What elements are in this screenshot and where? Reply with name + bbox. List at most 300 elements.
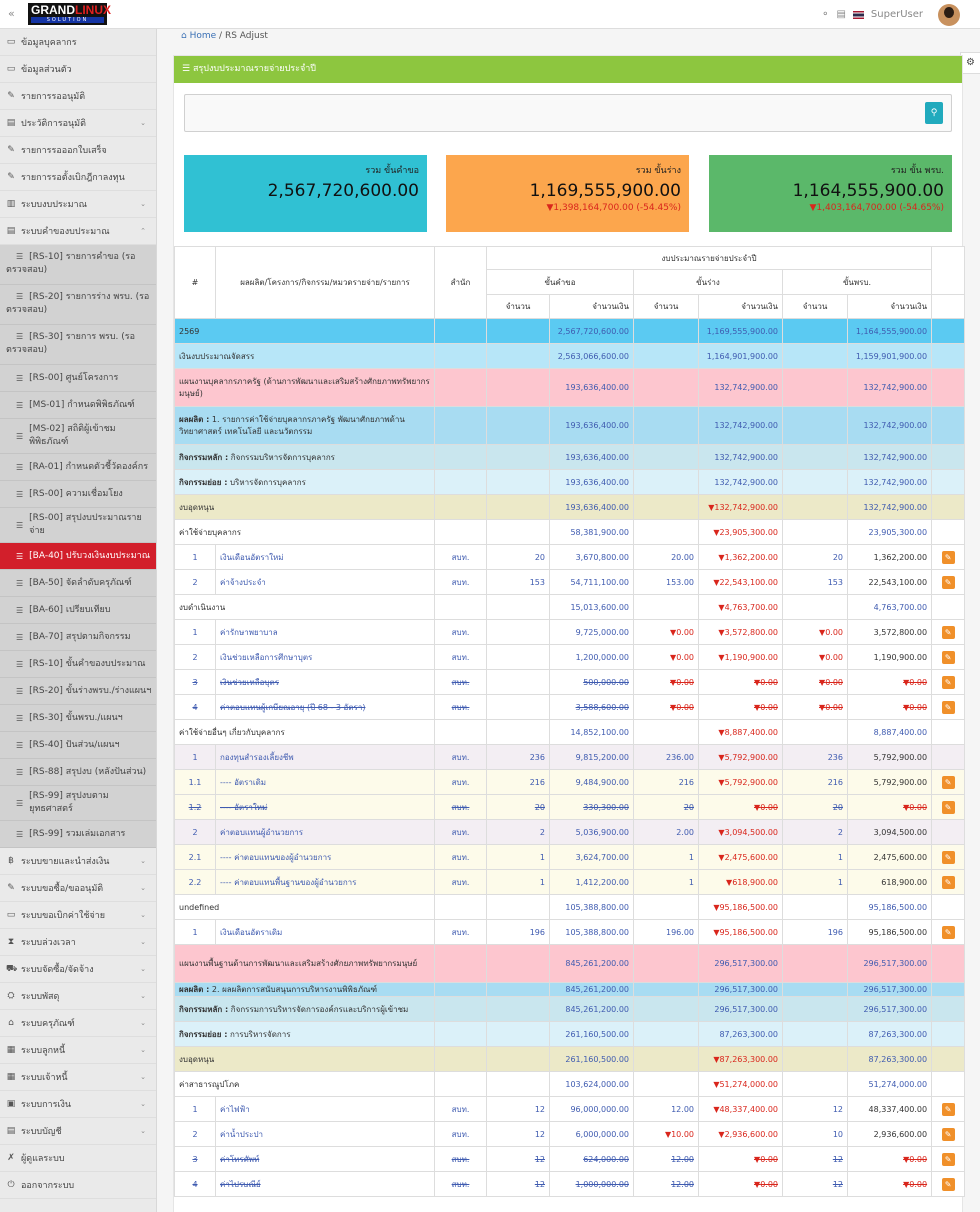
panel-title: สรุปงบประมาณรายจ่ายประจำปี xyxy=(192,64,316,74)
row-number: 3 xyxy=(175,670,216,695)
act-amount: 95,186,500.00 xyxy=(848,920,932,945)
table-row xyxy=(175,1022,965,1047)
edit-button[interactable] xyxy=(942,801,955,814)
draft-qty: 153.00 xyxy=(634,570,699,595)
sidebar-subitem[interactable] xyxy=(0,543,156,570)
act-amount: 132,742,900.00 xyxy=(848,470,932,495)
table-row xyxy=(175,645,965,670)
sidebar-item[interactable] xyxy=(0,1118,156,1145)
edit-button[interactable] xyxy=(942,1178,955,1191)
table-row xyxy=(175,1072,965,1097)
group-name: กิจกรรมย่อย : บริหารจัดการบุคลากร xyxy=(175,470,435,495)
edit-button[interactable] xyxy=(942,876,955,889)
row-number: 1.2 xyxy=(175,795,216,820)
request-amount: 193,636,400.00 xyxy=(550,369,634,407)
action-cell xyxy=(932,319,965,344)
sidebar-subitem[interactable] xyxy=(0,454,156,481)
item-name[interactable]: ค่าจ้างประจำ xyxy=(216,570,435,595)
table-row xyxy=(175,1172,965,1197)
action-cell xyxy=(932,983,965,997)
item-name[interactable]: ---- ค่าตอบแทนพื้นฐานของผู้อำนวยการ xyxy=(216,870,435,895)
table-row xyxy=(175,770,965,795)
group-name: งบอุดหนุน xyxy=(175,495,435,520)
draft-amount: 296,517,300.00 xyxy=(699,983,783,997)
sidebar-item-label: ระบบงบประมาณ xyxy=(21,200,87,210)
office: สบท. xyxy=(435,570,487,595)
sidebar-subitem[interactable] xyxy=(0,508,156,543)
office xyxy=(435,344,487,369)
sidebar-subitem[interactable] xyxy=(0,705,156,732)
user-avatar[interactable] xyxy=(938,4,960,26)
sidebar-item-label: ผู้ดูแลระบบ xyxy=(21,1154,65,1164)
table-row xyxy=(175,983,965,997)
list-icon: ☰ xyxy=(16,400,24,410)
sidebar-item[interactable] xyxy=(0,29,156,56)
office xyxy=(435,945,487,983)
act-qty: 12 xyxy=(783,1172,848,1197)
request-qty xyxy=(487,445,550,470)
list-icon: ☰ xyxy=(16,713,24,723)
sidebar-item[interactable] xyxy=(0,1064,156,1091)
group-lead: กิจกรรมย่อย : xyxy=(179,477,228,487)
request-qty xyxy=(487,495,550,520)
pencil-icon: ✎ xyxy=(944,627,952,637)
sidebar-item-icon: ⛭ xyxy=(7,991,15,1001)
request-amount: 96,000,000.00 xyxy=(550,1097,634,1122)
sidebar-subitem[interactable] xyxy=(0,365,156,392)
search-field[interactable] xyxy=(184,94,952,132)
sidebar-item-label: ระบบลูกหนี้ xyxy=(21,1046,66,1056)
sidebar-subitem[interactable] xyxy=(0,481,156,508)
sidebar-subitem-label: [BA-70] สรุปตามกิจกรรม xyxy=(29,631,131,642)
edit-button[interactable] xyxy=(942,576,955,589)
request-qty xyxy=(487,895,550,920)
logo-text: GRAND xyxy=(31,3,75,17)
sidebar-item[interactable] xyxy=(0,1010,156,1037)
group-lead: กิจกรรมหลัก : xyxy=(179,1004,229,1014)
act-amount: 3,572,800.00 xyxy=(848,620,932,645)
act-amount: 5,792,900.00 xyxy=(848,770,932,795)
sidebar-item[interactable] xyxy=(0,875,156,902)
list-icon: ☰ xyxy=(16,632,24,642)
act-qty: 20 xyxy=(783,545,848,570)
draft-qty xyxy=(634,495,699,520)
row-number: 1 xyxy=(175,745,216,770)
office xyxy=(435,495,487,520)
sidebar-subitem-label: [RS-99] สรุปงบตามยุทธศาสตร์ xyxy=(29,791,109,814)
draft-amount: ▼3,572,800.00 xyxy=(699,620,783,645)
list-icon: ☰ xyxy=(16,659,24,669)
group-name: เงินงบประมาณจัดสรร xyxy=(175,344,435,369)
sidebar-item-label: ระบบคำของบประมาณ xyxy=(21,227,110,237)
col-header-budget: งบประมาณรายจ่ายประจำปี xyxy=(487,247,932,270)
card-label: รวม ขั้น พรบ. xyxy=(890,166,944,176)
pencil-icon: ✎ xyxy=(944,677,952,687)
sidebar-item-icon: ▤ xyxy=(6,226,16,236)
edit-button[interactable] xyxy=(942,676,955,689)
down-arrow-icon: ▼ xyxy=(713,927,720,937)
sidebar-item-icon: ▣ xyxy=(6,1099,16,1109)
request-qty: 20 xyxy=(487,545,550,570)
act-qty xyxy=(783,720,848,745)
draft-amount: 296,517,300.00 xyxy=(699,945,783,983)
item-name[interactable]: ค่าตอบแทนผู้อำนวยการ xyxy=(216,820,435,845)
act-qty xyxy=(783,945,848,983)
draft-qty xyxy=(634,895,699,920)
edit-button[interactable] xyxy=(942,1153,955,1166)
action-cell xyxy=(932,645,965,670)
office: สบท. xyxy=(435,620,487,645)
sidebar-subitem-label: [RS-10] ขั้นคำของบประมาณ xyxy=(29,658,146,669)
chevron-icon: ⌄ xyxy=(140,200,146,208)
sidebar-subitem[interactable] xyxy=(0,821,156,848)
act-amount: 296,517,300.00 xyxy=(848,945,932,983)
sidebar-item-icon: ▦ xyxy=(6,1045,16,1055)
draft-qty xyxy=(634,997,699,1022)
item-name[interactable]: ค่าน้ำประปา xyxy=(216,1122,435,1147)
draft-amount: ▼22,543,100.00 xyxy=(699,570,783,595)
list-icon: ☰ xyxy=(16,462,24,472)
office: สบท. xyxy=(435,670,487,695)
item-name[interactable]: ---- ค่าตอบแทนของผู้อำนวยการ xyxy=(216,845,435,870)
pencil-icon: ✎ xyxy=(944,852,952,862)
sidebar-item[interactable] xyxy=(0,83,156,110)
act-qty: 2 xyxy=(783,820,848,845)
list-icon: ☰ xyxy=(16,798,24,808)
request-amount: 261,160,500.00 xyxy=(550,1047,634,1072)
sidebar-item[interactable] xyxy=(0,902,156,929)
act-qty: ▼0.00 xyxy=(783,645,848,670)
table-row xyxy=(175,920,965,945)
action-cell xyxy=(932,895,965,920)
edit-button[interactable] xyxy=(942,651,955,664)
request-amount: 105,388,800.00 xyxy=(550,920,634,945)
act-amount: ▼0.00 xyxy=(848,1172,932,1197)
act-amount: 132,742,900.00 xyxy=(848,495,932,520)
request-qty xyxy=(487,595,550,620)
item-name[interactable]: ---- อัตราใหม่ xyxy=(216,795,435,820)
action-cell xyxy=(932,1072,965,1097)
settings-gear-icon[interactable]: ⚙ xyxy=(960,52,980,74)
draft-amount: ▼95,186,500.00 xyxy=(699,895,783,920)
draft-qty: 1 xyxy=(634,870,699,895)
down-arrow-icon: ▼ xyxy=(754,1154,761,1164)
thai-flag-icon[interactable] xyxy=(853,11,864,19)
col-header-request: ขั้นคำขอ xyxy=(487,270,634,295)
sidebar-subitem[interactable] xyxy=(0,245,156,285)
sidebar-subitem[interactable] xyxy=(0,651,156,678)
action-cell xyxy=(932,820,965,845)
act-qty: 12 xyxy=(783,1097,848,1122)
sidebar-subitem[interactable] xyxy=(0,732,156,759)
office xyxy=(435,470,487,495)
draft-amount: ▼51,274,000.00 xyxy=(699,1072,783,1097)
act-qty: ▼0.00 xyxy=(783,695,848,720)
down-arrow-icon: ▼ xyxy=(713,1079,720,1089)
request-qty xyxy=(487,1047,550,1072)
sidebar-item-label: ระบบเจ้าหนี้ xyxy=(21,1073,68,1083)
sidebar-item[interactable] xyxy=(0,1172,156,1199)
act-qty: ▼0.00 xyxy=(783,620,848,645)
sidebar-item[interactable] xyxy=(0,1091,156,1118)
row-number: 1 xyxy=(175,920,216,945)
chevron-icon: ⌃ xyxy=(140,227,146,235)
sidebar-item[interactable] xyxy=(0,929,156,956)
draft-amount: ▼2,936,600.00 xyxy=(699,1122,783,1147)
list-icon: ☰ xyxy=(16,489,24,499)
sidebar-subitem-label: [RS-30] ขั้นพรบ./แผนฯ xyxy=(29,712,123,723)
down-arrow-icon: ▼ xyxy=(708,502,715,512)
table-row xyxy=(175,369,965,407)
sidebar-subitem[interactable] xyxy=(0,678,156,705)
request-qty xyxy=(487,407,550,445)
app-logo[interactable] xyxy=(28,3,111,25)
item-name[interactable]: เงินช่วยเหลือการศึกษาบุตร xyxy=(216,645,435,670)
item-name[interactable]: ค่าไฟฟ้า xyxy=(216,1097,435,1122)
act-qty xyxy=(783,1072,848,1097)
sidebar-item-icon: ▦ xyxy=(6,1072,16,1082)
down-arrow-icon: ▼ xyxy=(903,702,910,712)
group-name: ค่าใช้จ่ายบุคลากร xyxy=(175,520,435,545)
sidebar-item[interactable] xyxy=(0,191,156,218)
request-amount: 330,300.00 xyxy=(550,795,634,820)
sidebar-subitem[interactable] xyxy=(0,759,156,786)
draft-amount: ▼8,887,400.00 xyxy=(699,720,783,745)
action-cell xyxy=(932,920,965,945)
card-value: 2,567,720,600.00 xyxy=(267,181,419,201)
edit-button[interactable] xyxy=(942,1103,955,1116)
sidebar-subitem[interactable] xyxy=(0,597,156,624)
table-row xyxy=(175,997,965,1022)
total-request-card xyxy=(184,155,427,232)
office xyxy=(435,983,487,997)
edit-button[interactable] xyxy=(942,701,955,714)
act-amount: ▼0.00 xyxy=(848,670,932,695)
down-arrow-icon: ▼ xyxy=(819,627,826,637)
edit-button[interactable] xyxy=(942,626,955,639)
draft-amount: 1,164,901,900.00 xyxy=(699,344,783,369)
sidebar-subitem-label: [RS-88] สรุปงบ (หลังปันส่วน) xyxy=(29,766,147,777)
list-icon: ☰ xyxy=(16,373,24,383)
sidebar-item[interactable] xyxy=(0,848,156,875)
sidebar-subitem[interactable] xyxy=(0,419,156,454)
sidebar-item-label: ระบบพัสดุ xyxy=(21,992,60,1002)
action-cell xyxy=(932,344,965,369)
table-row xyxy=(175,720,965,745)
collapse-sidebar-button[interactable]: « xyxy=(8,7,15,20)
sidebar-item[interactable] xyxy=(0,137,156,164)
act-qty xyxy=(783,407,848,445)
draft-qty xyxy=(634,445,699,470)
down-arrow-icon: ▼ xyxy=(664,1129,672,1139)
list-icon: ☰ xyxy=(16,686,24,696)
office xyxy=(435,997,487,1022)
item-name[interactable]: ค่าโทรศัพท์ xyxy=(216,1147,435,1172)
item-name[interactable]: ค่ารักษาพยาบาล xyxy=(216,620,435,645)
search-button[interactable] xyxy=(925,102,943,124)
down-arrow-icon: ▼ xyxy=(718,627,725,637)
down-arrow-icon: ▼ xyxy=(718,652,725,662)
row-number: 2 xyxy=(175,820,216,845)
user-name[interactable]: SuperUser xyxy=(870,9,923,20)
draft-amount: 296,517,300.00 xyxy=(699,997,783,1022)
sidebar-subitem-label: [RS-00] ศูนย์โครงการ xyxy=(29,372,119,383)
office: สบท. xyxy=(435,745,487,770)
sidebar-subitem-label: [RS-20] รายการร่าง พรบ. (รอตรวจสอบ) xyxy=(6,292,150,315)
draft-amount: ▼95,186,500.00 xyxy=(699,920,783,945)
act-qty: 1 xyxy=(783,870,848,895)
request-amount: 9,815,200.00 xyxy=(550,745,634,770)
group-name: ค่าสาธารณูปโภค xyxy=(175,1072,435,1097)
request-amount: 6,000,000.00 xyxy=(550,1122,634,1147)
act-qty xyxy=(783,983,848,997)
group-name: undefined xyxy=(175,895,435,920)
sidebar-item-label: ระบบขอซื้อ/ขออนุมัติ xyxy=(21,884,104,894)
request-amount: 261,160,500.00 xyxy=(550,1022,634,1047)
edit-button[interactable] xyxy=(942,776,955,789)
budget-table xyxy=(174,246,965,1197)
item-name[interactable]: ---- อัตราเดิม xyxy=(216,770,435,795)
chevron-icon: ⌄ xyxy=(140,1100,146,1108)
action-cell xyxy=(932,745,965,770)
list-icon: ☰ xyxy=(16,605,24,615)
down-arrow-icon: ▼ xyxy=(903,1154,910,1164)
draft-amount: ▼132,742,900.00 xyxy=(699,495,783,520)
pencil-icon: ✎ xyxy=(944,1154,952,1164)
request-qty xyxy=(487,720,550,745)
down-arrow-icon: ▼ xyxy=(754,702,761,712)
sidebar-subitem[interactable] xyxy=(0,624,156,651)
office xyxy=(435,895,487,920)
list-icon: ☰ xyxy=(182,64,191,74)
edit-button[interactable] xyxy=(942,926,955,939)
action-cell xyxy=(932,407,965,445)
request-amount: 193,636,400.00 xyxy=(550,470,634,495)
request-amount: 3,624,700.00 xyxy=(550,845,634,870)
group-name: งบอุดหนุน xyxy=(175,1047,435,1072)
down-arrow-icon: ▼ xyxy=(718,752,725,762)
act-amount: 48,337,400.00 xyxy=(848,1097,932,1122)
sidebar-item-label: ระบบบัญชี xyxy=(21,1127,62,1137)
act-qty xyxy=(783,1022,848,1047)
list-icon: ☰ xyxy=(16,292,24,301)
draft-amount: ▼0.00 xyxy=(699,795,783,820)
request-qty: 12 xyxy=(487,1172,550,1197)
sidebar-item[interactable] xyxy=(0,56,156,83)
notification-icon[interactable]: ▤ xyxy=(836,9,846,20)
sidebar-item[interactable] xyxy=(0,218,156,245)
card-change: ▼1,398,164,700.00 (-54.45%) xyxy=(546,203,681,213)
row-number: 2.2 xyxy=(175,870,216,895)
draft-qty: 196.00 xyxy=(634,920,699,945)
draft-qty: 12.00 xyxy=(634,1147,699,1172)
item-name[interactable]: ค่าตอบแทนผู้เกษียณอายุ (ปี 68 - 3 อัตรา) xyxy=(216,695,435,720)
sidebar-item[interactable] xyxy=(0,164,156,191)
col-header-blank xyxy=(932,295,965,319)
group-name: งบดำเนินงาน xyxy=(175,595,435,620)
act-amount: 132,742,900.00 xyxy=(848,445,932,470)
list-icon: ☰ xyxy=(16,252,24,261)
act-qty xyxy=(783,470,848,495)
pencil-icon: ✎ xyxy=(944,1129,952,1139)
sidebar-item[interactable] xyxy=(0,956,156,983)
item-name[interactable]: เงินเดือนอัตราใหม่ xyxy=(216,545,435,570)
sidebar-item[interactable] xyxy=(0,1145,156,1172)
sidebar-item[interactable] xyxy=(0,983,156,1010)
draft-amount: 132,742,900.00 xyxy=(699,470,783,495)
table-row xyxy=(175,407,965,445)
edit-button[interactable] xyxy=(942,1128,955,1141)
breadcrumb xyxy=(181,29,268,43)
item-name[interactable]: ค่าไปรษณีย์ xyxy=(216,1172,435,1197)
breadcrumb-home[interactable]: ⌂ Home xyxy=(181,31,217,41)
chevron-icon: ⌄ xyxy=(140,1046,146,1054)
request-amount: 845,261,200.00 xyxy=(550,945,634,983)
act-amount: 1,159,901,900.00 xyxy=(848,344,932,369)
sidebar-item-label: รายการรอออกใบเสร็จ xyxy=(21,146,107,156)
sidebar-item[interactable] xyxy=(0,1037,156,1064)
request-qty xyxy=(487,520,550,545)
action-cell xyxy=(932,845,965,870)
draft-amount: ▼2,475,600.00 xyxy=(699,845,783,870)
request-qty: 1 xyxy=(487,870,550,895)
sidebar-item[interactable] xyxy=(0,110,156,137)
pencil-icon: ✎ xyxy=(944,927,952,937)
request-amount: 14,852,100.00 xyxy=(550,720,634,745)
list-icon: ☰ xyxy=(16,520,24,530)
sidebar-subitem[interactable] xyxy=(0,325,156,365)
sidebar-subitem[interactable] xyxy=(0,786,156,821)
sidebar-subitem[interactable] xyxy=(0,285,156,325)
row-number: 3 xyxy=(175,1147,216,1172)
request-qty xyxy=(487,620,550,645)
table-row xyxy=(175,670,965,695)
draft-qty: 216 xyxy=(634,770,699,795)
group-lead: กิจกรรมย่อย : xyxy=(179,1029,228,1039)
request-amount: 9,725,000.00 xyxy=(550,620,634,645)
act-qty xyxy=(783,319,848,344)
draft-amount: ▼23,905,300.00 xyxy=(699,520,783,545)
item-name[interactable]: เงินช่วยเหลือบุตร xyxy=(216,670,435,695)
item-name[interactable]: เงินเดือนอัตราเดิม xyxy=(216,920,435,945)
col-header-product: ผลผลิต/โครงการ/กิจกรรม/หมวดรายจ่าย/รายการ xyxy=(216,247,435,319)
request-amount: 193,636,400.00 xyxy=(550,495,634,520)
act-amount: 2,936,600.00 xyxy=(848,1122,932,1147)
request-amount: 1,000,000.00 xyxy=(550,1172,634,1197)
act-amount: 4,763,700.00 xyxy=(848,595,932,620)
request-qty xyxy=(487,1072,550,1097)
sidebar-subitem[interactable] xyxy=(0,570,156,597)
action-cell xyxy=(932,595,965,620)
table-row xyxy=(175,545,965,570)
sidebar-item-icon: ✎ xyxy=(7,172,15,182)
edit-button[interactable] xyxy=(942,551,955,564)
chat-icon[interactable]: ⚬ xyxy=(821,9,830,20)
request-amount: 5,036,900.00 xyxy=(550,820,634,845)
sidebar-subitem[interactable] xyxy=(0,392,156,419)
sidebar-item-icon: ✗ xyxy=(7,1153,15,1163)
chevron-icon: ⌄ xyxy=(140,1019,146,1027)
sidebar-subitem-label: [BA-60] เปรียบเทียบ xyxy=(29,604,111,615)
sidebar-item-label: ประวัติการอนุมัติ xyxy=(21,119,86,129)
action-cell xyxy=(932,1022,965,1047)
office: สบท. xyxy=(435,870,487,895)
item-name[interactable]: กองทุนสำรองเลี้ยงชีพ xyxy=(216,745,435,770)
edit-button[interactable] xyxy=(942,851,955,864)
group-name: ผลผลิต : 2. ผลผลิตการสนับสนุนการบริหารงานพิพิธภัณฑ์ xyxy=(175,983,435,997)
sidebar-item-label: ระบบครุภัณฑ์ xyxy=(21,1019,75,1029)
sidebar-item-icon: ⏻ xyxy=(7,1180,15,1190)
